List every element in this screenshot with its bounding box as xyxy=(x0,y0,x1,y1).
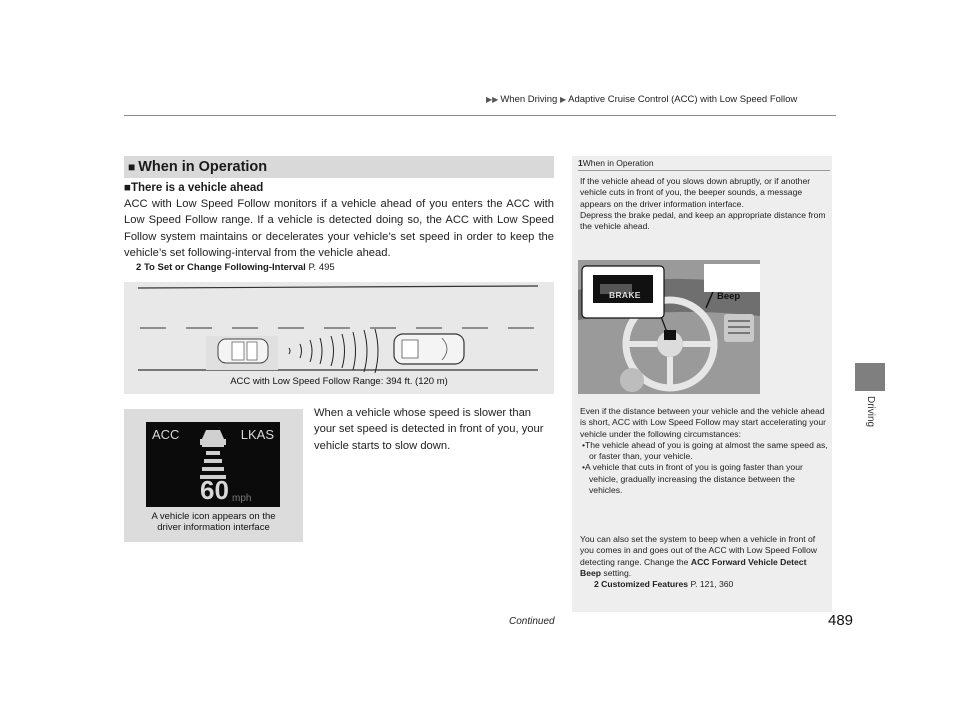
xref-title[interactable]: To Set or Change Following-Interval xyxy=(143,262,306,273)
note-marker-icon: 1 xyxy=(578,158,583,168)
bullet-item: •A vehicle that cuts in front of you is going faster than your vehicle, gradually increasing the distance between the vehicles. xyxy=(582,462,803,496)
diagram-caption: ACC with Low Speed Follow Range: 394 ft. (120 m) xyxy=(230,376,448,387)
cross-reference[interactable] xyxy=(580,579,828,590)
breadcrumb-item[interactable]: When Driving xyxy=(500,94,558,105)
breadcrumb xyxy=(486,94,797,105)
sidebar-paragraph: You can also set the system to beep when a vehicle in front of you comes in and goes out of the ACC with Low Speed Follow detecting range. Change the ACC Forward Vehicle Detect Beep setting. 2 Customized Features P. 121, 360 xyxy=(580,534,828,590)
page-number: 489 xyxy=(828,612,854,629)
lead-vehicle-icon xyxy=(394,334,464,364)
speed-unit: mph xyxy=(232,493,252,504)
subsection-title: ■There is a vehicle ahead xyxy=(124,182,264,194)
square-marker-icon: ■ xyxy=(128,160,136,174)
sidebar-title: 1When in Operation xyxy=(578,158,654,168)
arrow-icon: ▶ xyxy=(559,95,567,104)
body-paragraph: When a vehicle whose speed is slower than your set speed is detected in front of you, your vehicle starts to slow down. xyxy=(314,407,544,452)
vehicle-ahead-icon xyxy=(196,425,230,481)
sidebar-note xyxy=(572,156,832,612)
chapter-label: Driving xyxy=(865,396,876,428)
range-diagram xyxy=(124,282,554,394)
beep-label: Beep xyxy=(717,291,741,302)
sidebar-paragraph: If the vehicle ahead of you slows down abruptly, or if another vehicle cuts in front of you, the beeper sounds, a message appears on the driver information interface. Depress the brake pedal, and keep an appropriate distance from the vehicle ahead. xyxy=(580,176,826,232)
cross-reference[interactable] xyxy=(136,262,335,273)
xref-page[interactable]: P. 495 xyxy=(308,262,335,273)
brake-message-label: BRAKE xyxy=(609,290,641,300)
sidebar-rule xyxy=(578,170,830,171)
section-heading xyxy=(124,156,554,178)
driver-info-screen xyxy=(146,422,280,507)
double-arrow-icon: ▶▶ xyxy=(486,95,499,104)
continued-label: Continued xyxy=(509,616,555,627)
body-paragraph: ACC with Low Speed Follow monitors if a vehicle ahead of you enters the ACC with Low Speed Follow range. If a vehicle is detected doing so, the ACC with Low Speed Follow system maintains or decelerates your vehicle’s set speed in order to keep the vehicle’s set following-interval from the vehicle ahead. xyxy=(124,198,554,260)
speed-readout: 60 xyxy=(200,475,229,505)
breadcrumb-item[interactable]: Adaptive Cruise Control (ACC) with Low Speed Follow xyxy=(568,94,798,105)
reference-arrow-icon: 2 xyxy=(136,262,142,273)
xref-title: Customized Features xyxy=(601,579,689,590)
lkas-indicator: LKAS xyxy=(240,427,274,442)
acc-indicator: ACC xyxy=(152,427,180,442)
panel-caption: A vehicle icon appears on the driver information interface xyxy=(151,511,276,533)
section-title: When in Operation xyxy=(138,159,268,175)
dashboard-illustration xyxy=(578,260,760,394)
own-vehicle-icon xyxy=(218,339,268,363)
display-panel xyxy=(124,409,303,542)
header-rule xyxy=(124,115,836,116)
reference-arrow-icon: 2 xyxy=(594,579,599,590)
chapter-tab xyxy=(855,363,885,391)
sidebar-paragraph: Even if the distance between your vehicle and the vehicle ahead is short, ACC with Low Speed Follow may start accelerating your vehicle under the following circumstances: •The vehicle ahead of you is going at almost the same speed as, or faster than, your vehicle. •A vehicle that cuts in front of you is going faster than your vehicle, gradually increasing the distance between the vehicles. xyxy=(580,406,828,496)
xref-page: P. 121, 360 xyxy=(690,579,734,590)
bullet-item: •The vehicle ahead of you is going at almost the same speed as, or faster than, your vehicle. xyxy=(582,439,828,462)
